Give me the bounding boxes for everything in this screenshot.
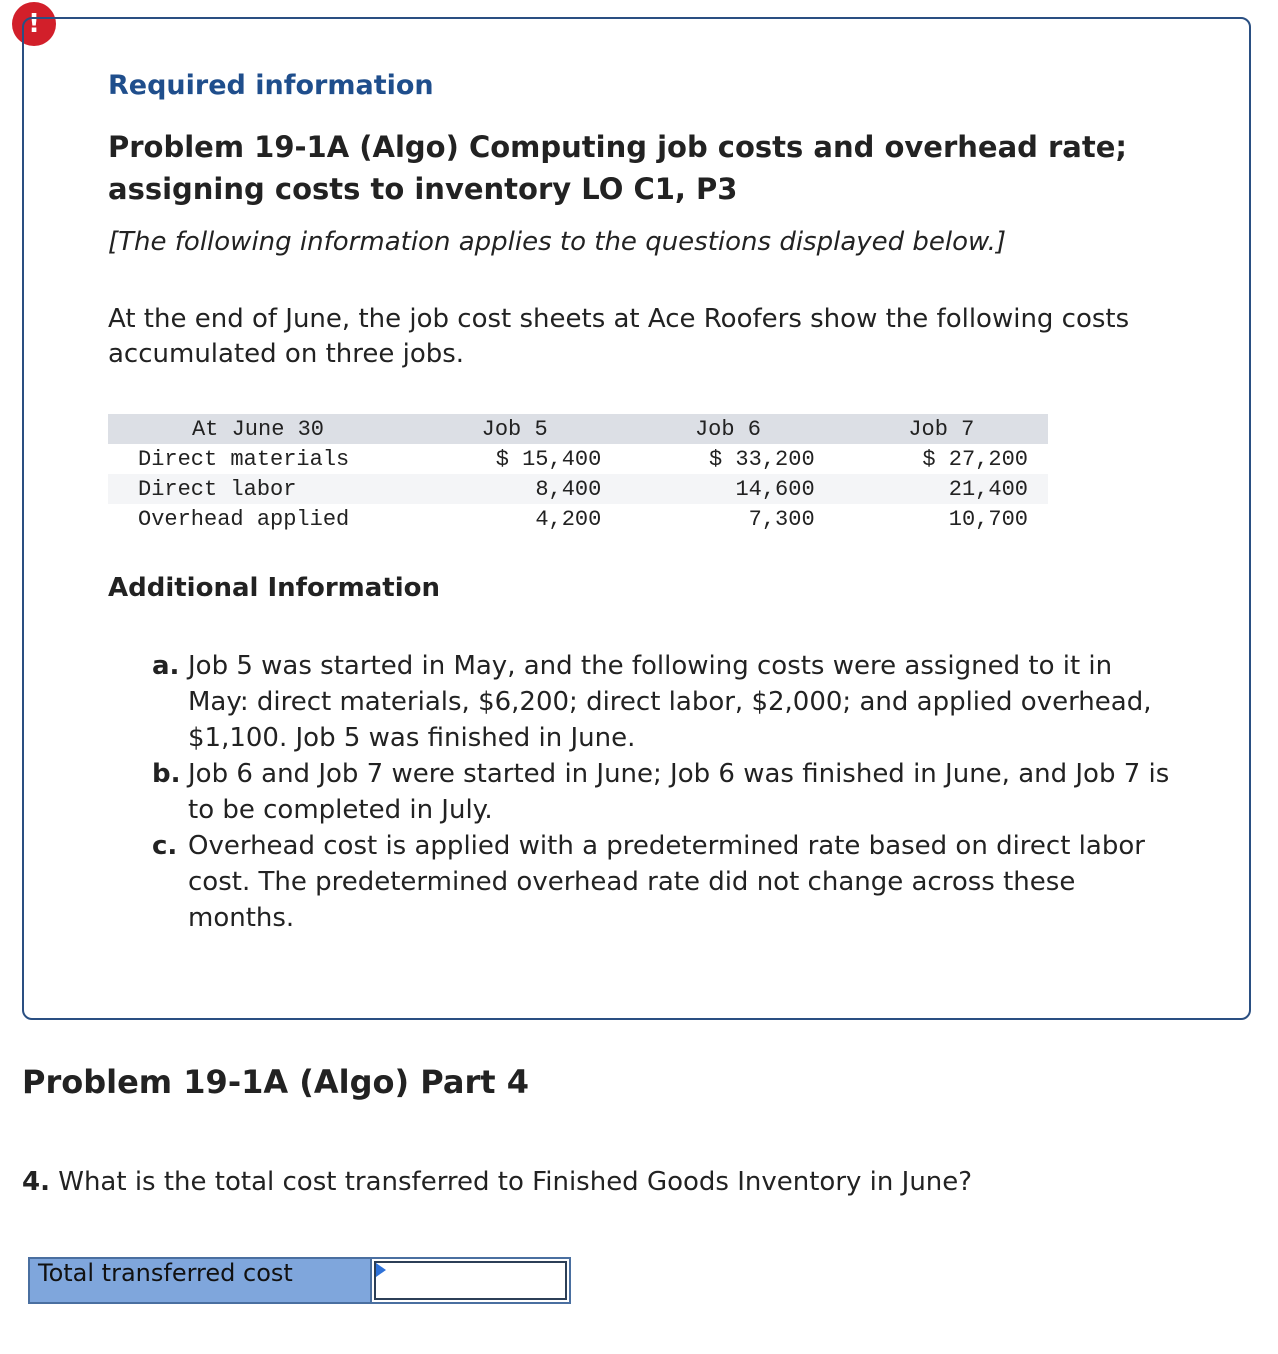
question-text bbox=[22, 1167, 972, 1197]
list-item bbox=[152, 828, 1172, 936]
required-information-title: Required information bbox=[108, 70, 434, 101]
question-number: 4. bbox=[22, 1167, 50, 1197]
cell-job-6: 14,600 bbox=[735, 476, 815, 502]
item-text: Job 6 and Job 7 were started in June; Job 6 was finished in June, and Job 7 is to be completed in July. bbox=[188, 759, 1170, 825]
row-label: Direct materials bbox=[138, 446, 350, 472]
list-item bbox=[152, 756, 1172, 828]
alert-icon: ! bbox=[12, 2, 56, 46]
cell-job-7: $ 27,200 bbox=[922, 446, 1028, 472]
total-transferred-cost-label: Total transferred cost bbox=[30, 1259, 372, 1302]
row-label: Overhead applied bbox=[138, 506, 350, 532]
intro-text: At the end of June, the job cost sheets at Ace Roofers show the following costs accumulated on three jobs. bbox=[108, 304, 1130, 369]
additional-information-title: Additional Information bbox=[108, 573, 441, 603]
header-job-6: Job 6 bbox=[694, 416, 761, 442]
table-row bbox=[108, 474, 1048, 504]
header-at-june-30: At June 30 bbox=[191, 416, 325, 442]
total-transferred-cost-input[interactable] bbox=[374, 1261, 567, 1300]
job-cost-table bbox=[108, 414, 1048, 534]
answer-row bbox=[28, 1257, 571, 1304]
problem-title: Problem 19-1A (Algo) Computing job costs and overhead rate; assigning costs to inventory LO C1, P3 bbox=[108, 130, 1127, 206]
item-text: Overhead cost is applied with a predetermined rate based on direct labor cost. The predetermined overhead rate did not change across these months. bbox=[188, 831, 1145, 933]
cell-job-7: 10,700 bbox=[948, 506, 1028, 532]
header-job-5: Job 5 bbox=[481, 416, 548, 442]
flag-icon bbox=[376, 1263, 386, 1277]
cell-job-5: 8,400 bbox=[535, 476, 602, 502]
cell-job-6: 7,300 bbox=[748, 506, 815, 532]
cell-job-6: $ 33,200 bbox=[709, 446, 815, 472]
item-text: Job 5 was started in May, and the following costs were assigned to it in May: direct materials, $6,200; direct labor, $2,000; and applied overhead, $1,100. Job 5 was finished in June. bbox=[188, 651, 1152, 753]
question-body: What is the total cost transferred to Finished Goods Inventory in June? bbox=[58, 1167, 973, 1197]
table-row bbox=[108, 504, 1048, 534]
item-letter: a. bbox=[152, 651, 180, 681]
answer-cell[interactable] bbox=[372, 1259, 569, 1302]
cell-job-5: $ 15,400 bbox=[495, 446, 602, 472]
table-header-row bbox=[108, 414, 1048, 444]
cell-job-7: 21,400 bbox=[948, 476, 1028, 502]
list-item bbox=[152, 648, 1172, 756]
part-title: Problem 19-1A (Algo) Part 4 bbox=[22, 1063, 529, 1101]
row-label: Direct labor bbox=[138, 476, 297, 502]
additional-information-list bbox=[152, 648, 1172, 936]
cell-job-5: 4,200 bbox=[535, 506, 602, 532]
header-job-7: Job 7 bbox=[908, 416, 975, 442]
applies-note: [The following information applies to the questions displayed below.] bbox=[108, 227, 1007, 257]
item-letter: b. bbox=[152, 759, 181, 789]
table-row bbox=[108, 444, 1048, 474]
item-letter: c. bbox=[152, 831, 178, 861]
